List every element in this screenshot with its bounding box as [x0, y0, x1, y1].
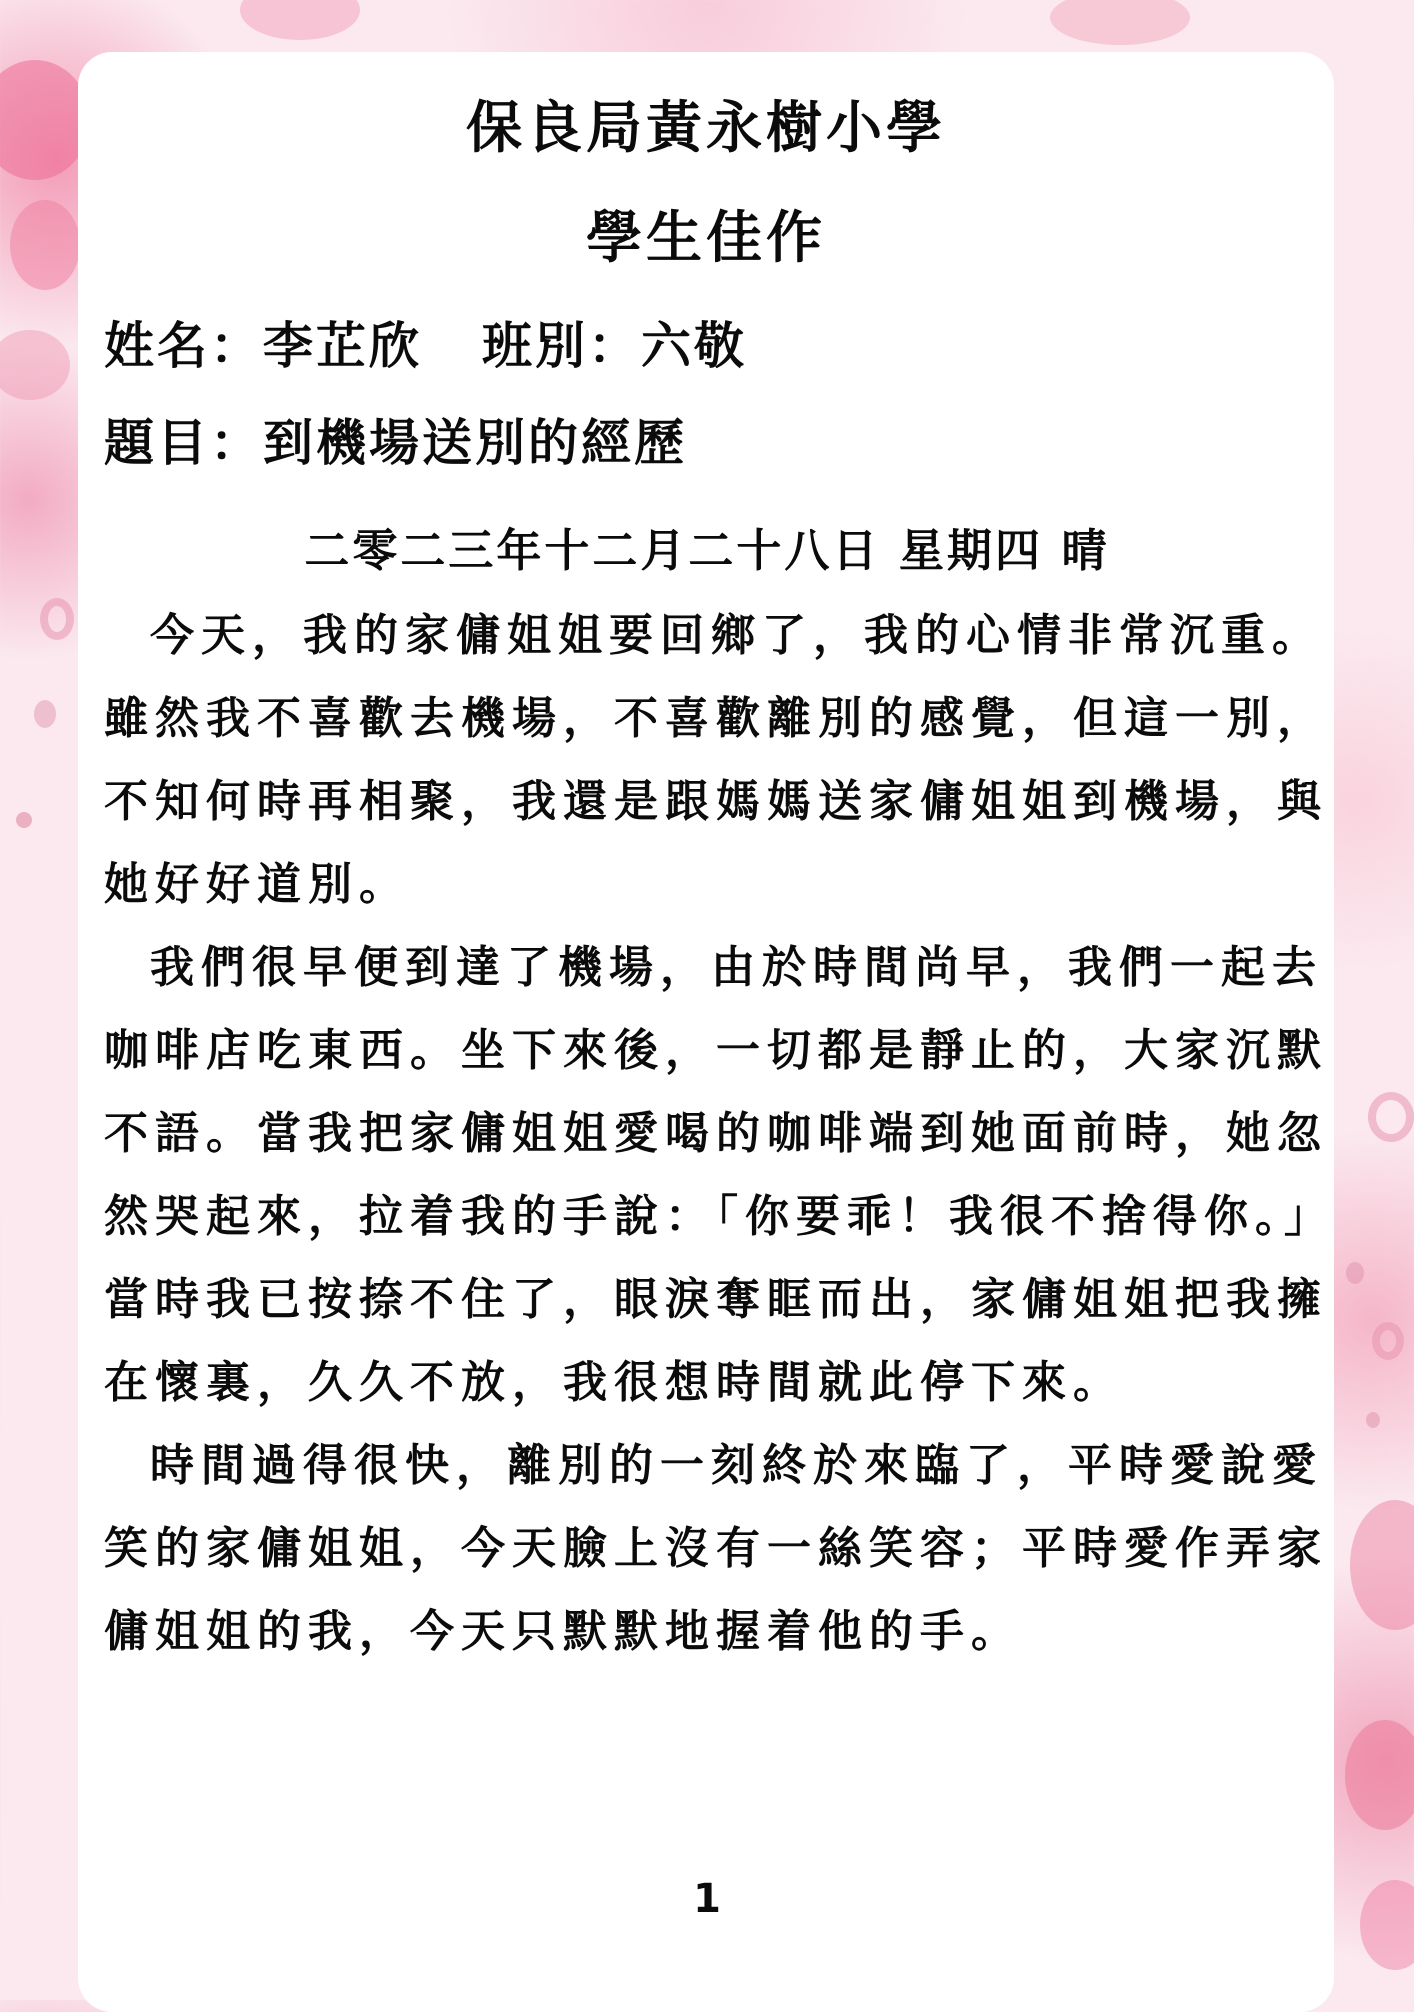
dot-decoration — [1366, 1412, 1380, 1428]
flower-decoration — [240, 0, 360, 40]
flower-decoration — [1350, 1500, 1414, 1630]
dot-decoration — [16, 812, 32, 828]
essay-paragraph: 時間過得很快，離別的一刻終於來臨了，平時愛說愛笑的家傭姐姐，今天臉上沒有一絲笑容；平時愛作弄家傭姐姐的我，今天只默默地握着他的手。 — [104, 1440, 1328, 1657]
dot-decoration — [1346, 1262, 1364, 1284]
dot-decoration — [34, 700, 56, 728]
topic-value: 到機場送別的經歷 — [263, 414, 687, 472]
flower-decoration — [1050, 0, 1190, 45]
flower-decoration — [10, 200, 80, 290]
topic-line — [104, 403, 687, 475]
circle-decoration — [1368, 1092, 1414, 1142]
circle-decoration — [40, 598, 74, 640]
class-label: 班別： — [482, 317, 641, 375]
topic-label: 題目： — [104, 414, 263, 472]
document-subtitle: 學生佳作 — [586, 206, 826, 271]
student-name: 李芷欣 — [263, 317, 422, 375]
circle-decoration — [1372, 1322, 1404, 1360]
page-number: 1 — [693, 1876, 721, 1922]
class-value: 六敬 — [641, 317, 747, 375]
student-info-line — [104, 306, 747, 378]
essay-body — [104, 594, 1330, 1673]
name-label: 姓名： — [104, 317, 263, 375]
essay-paragraph: 今天，我的家傭姐姐要回鄉了，我的心情非常沉重。雖然我不喜歡去機場，不喜歡離別的感覺，但這一別，不知何時再相聚，我還是跟媽媽送家傭姐姐到機場，與她好好道別。 — [104, 610, 1328, 910]
essay-paragraph: 我們很早便到達了機場，由於時間尚早，我們一起去咖啡店吃東西。坐下來後，一切都是靜止的，大家沉默不語。當我把家傭姐姐愛喝的咖啡端到她面前時，她忽然哭起來，拉着我的手說：「你要乖！我很不捨得你。」當時我已按捺不住了，眼淚奪眶而出，家傭姐姐把我擁在懷裏，久久不放，我很想時間就此停下來。 — [104, 942, 1328, 1408]
flower-decoration — [1345, 1720, 1414, 1830]
flower-decoration — [0, 330, 70, 400]
flower-decoration — [0, 60, 90, 180]
school-title: 保良局黃永樹小學 — [466, 96, 946, 161]
date-line: 二零二三年十二月二十八日 星期四 晴 — [304, 524, 1110, 577]
